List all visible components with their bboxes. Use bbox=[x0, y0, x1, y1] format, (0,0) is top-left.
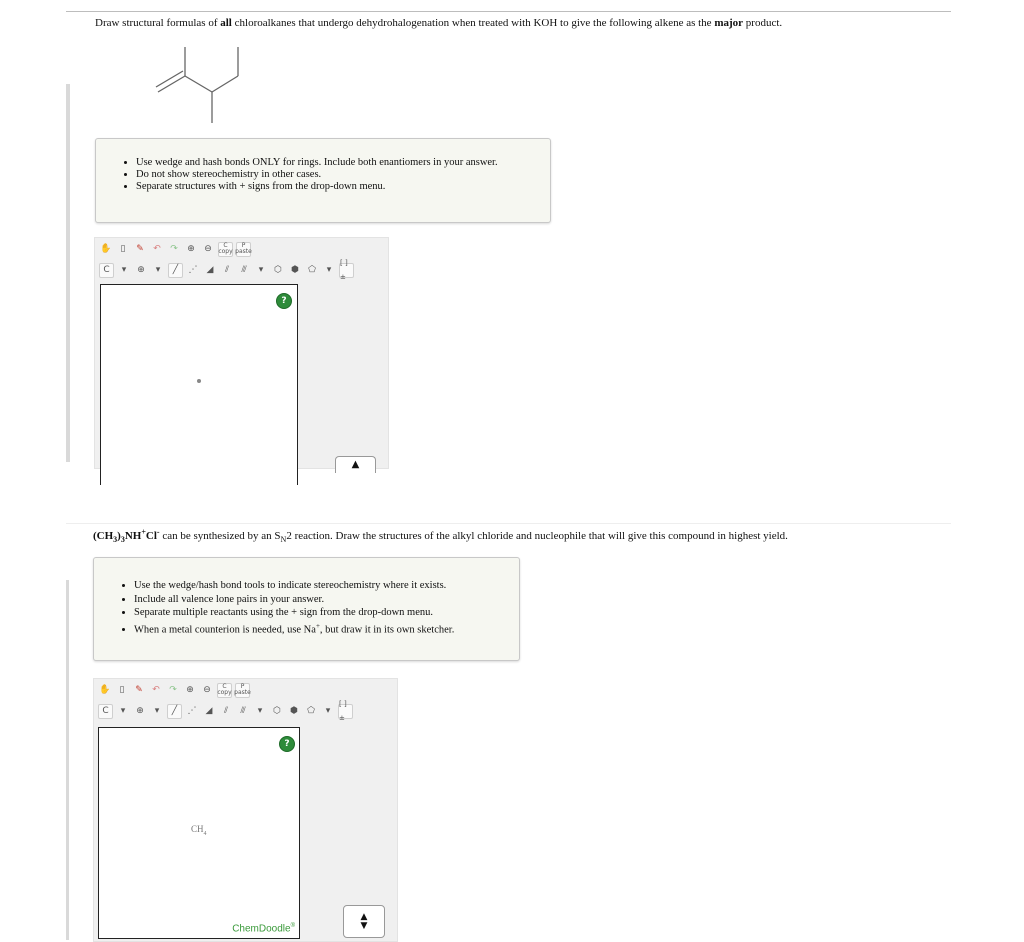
help-button[interactable]: ? bbox=[279, 736, 295, 752]
instructions-panel-1 bbox=[95, 138, 551, 223]
help-button[interactable]: ? bbox=[276, 293, 292, 309]
redo-icon[interactable]: ↷ bbox=[170, 244, 178, 254]
arrow-down-icon: ▼ bbox=[360, 920, 368, 931]
charge-icon[interactable]: ⊕ bbox=[136, 706, 144, 716]
instructions-panel-2 bbox=[93, 557, 520, 661]
ch4-placeholder: $CH_4$ bbox=[191, 824, 207, 837]
paste-button[interactable]: P paste bbox=[235, 242, 252, 255]
alkene-structure bbox=[150, 40, 250, 126]
charge-icon[interactable]: ⊕ bbox=[137, 265, 145, 275]
scroll-up-button[interactable]: ▲ bbox=[335, 456, 376, 473]
pentagon-ring-icon[interactable]: ⬠ bbox=[307, 706, 315, 716]
wedge-bond-icon[interactable]: ◢ bbox=[205, 706, 213, 716]
drawing-canvas[interactable] bbox=[98, 727, 300, 939]
chevron-down-icon[interactable]: ▾ bbox=[258, 265, 264, 275]
sketcher-1 bbox=[94, 237, 389, 469]
zoom-in-icon[interactable]: ⊕ bbox=[187, 244, 195, 254]
hand-icon[interactable]: ✋ bbox=[100, 244, 112, 254]
single-bond-icon[interactable]: ╱ bbox=[167, 704, 182, 719]
triple-bond-icon[interactable]: ⫻ bbox=[241, 265, 247, 275]
compound-formula: $(CH_3)_3NH^+Cl^-$ bbox=[93, 527, 160, 545]
question2-text: $(CH_3)_3NH^+Cl^-$ can be synthesized by an $S_N2$ reaction. Draw the structures of the alkyl chloride and nucleophile that will give this compound in highest yield. bbox=[93, 527, 788, 545]
scroll-updown-button[interactable] bbox=[343, 905, 385, 938]
chevron-down-icon[interactable]: ▾ bbox=[326, 265, 332, 275]
instruction-item: • Do not show stereochemistry in other cases. bbox=[136, 169, 550, 181]
top-divider bbox=[66, 11, 951, 12]
toolbar-row-bottom bbox=[99, 259, 354, 281]
triple-bond-icon[interactable]: ⫻ bbox=[240, 706, 246, 716]
chevron-down-icon[interactable]: ▾ bbox=[120, 706, 126, 716]
question1-side-bar bbox=[66, 84, 70, 462]
question1-text: Draw structural formulas of all chloroalkanes that undergo dehydrohalogenation when treated with KOH to give the following alkene as the major product. bbox=[95, 17, 783, 29]
arrow-up-icon: ▲ bbox=[360, 911, 368, 922]
undo-icon[interactable]: ↶ bbox=[153, 244, 161, 254]
chevron-down-icon[interactable]: ▾ bbox=[154, 706, 160, 716]
instruction-item: • Use wedge and hash bonds ONLY for rings. Include both enantiomers in your answer. bbox=[136, 157, 550, 169]
benzene-ring-icon[interactable]: ⬡ bbox=[273, 706, 281, 716]
toolbar-row-top bbox=[99, 241, 251, 257]
hand-icon[interactable]: ✋ bbox=[99, 685, 111, 695]
toolbar-row-bottom bbox=[98, 700, 353, 722]
pen-icon[interactable]: ✎ bbox=[136, 244, 144, 254]
sketcher-2 bbox=[93, 678, 398, 942]
copy-button[interactable]: C copy bbox=[218, 242, 233, 255]
undo-icon[interactable]: ↶ bbox=[152, 685, 160, 695]
copy-button[interactable]: C copy bbox=[217, 683, 232, 696]
double-bond-icon[interactable]: ⫽ bbox=[224, 265, 229, 275]
eraser-icon[interactable]: ▯ bbox=[120, 244, 126, 254]
single-bond-icon[interactable]: ╱ bbox=[168, 263, 183, 278]
eraser-icon[interactable]: ▯ bbox=[119, 685, 125, 695]
element-select[interactable]: C bbox=[99, 263, 114, 278]
double-bond-icon[interactable]: ⫽ bbox=[223, 706, 228, 716]
cyclohexane-ring-icon[interactable]: ⬢ bbox=[290, 706, 298, 716]
zoom-out-icon[interactable]: ⊖ bbox=[204, 244, 212, 254]
toolbar-row-top bbox=[98, 682, 250, 698]
instruction-item: • When a metal counterion is needed, use Na+, but draw it in its own sketcher. bbox=[134, 620, 519, 637]
instruction-item: • Separate structures with + signs from the drop-down menu. bbox=[136, 181, 550, 193]
pentagon-ring-icon[interactable]: ⬠ bbox=[308, 265, 316, 275]
drawing-canvas[interactable] bbox=[100, 284, 298, 485]
redo-icon[interactable]: ↷ bbox=[169, 685, 177, 695]
wedge-bond-icon[interactable]: ◢ bbox=[206, 265, 214, 275]
chevron-down-icon[interactable]: ▾ bbox=[325, 706, 331, 716]
hash-bond-icon[interactable]: ⋰ bbox=[188, 265, 198, 275]
instruction-item: • Separate multiple reactants using the + sign from the drop-down menu. bbox=[134, 606, 519, 620]
chevron-down-icon[interactable]: ▾ bbox=[121, 265, 127, 275]
element-select[interactable]: C bbox=[98, 704, 113, 719]
chemdoodle-brand: ChemDoodle® bbox=[232, 922, 295, 934]
bracket-icon[interactable]: [ ]± bbox=[339, 263, 354, 278]
chevron-down-icon[interactable]: ▾ bbox=[155, 265, 161, 275]
bracket-icon[interactable]: [ ]± bbox=[338, 704, 353, 719]
paste-button[interactable]: P paste bbox=[234, 683, 251, 696]
question2-side-bar bbox=[66, 580, 69, 940]
pen-icon[interactable]: ✎ bbox=[135, 685, 143, 695]
instruction-item: • Include all valence lone pairs in your answer. bbox=[134, 593, 519, 607]
cyclohexane-ring-icon[interactable]: ⬢ bbox=[291, 265, 299, 275]
zoom-in-icon[interactable]: ⊕ bbox=[186, 685, 194, 695]
benzene-ring-icon[interactable]: ⬡ bbox=[274, 265, 282, 275]
question-divider bbox=[66, 523, 951, 524]
canvas-dot bbox=[197, 379, 201, 383]
instruction-item: • Use the wedge/hash bond tools to indicate stereochemistry where it exists. bbox=[134, 579, 519, 593]
chevron-down-icon[interactable]: ▾ bbox=[257, 706, 263, 716]
zoom-out-icon[interactable]: ⊖ bbox=[203, 685, 211, 695]
hash-bond-icon[interactable]: ⋰ bbox=[187, 706, 197, 716]
